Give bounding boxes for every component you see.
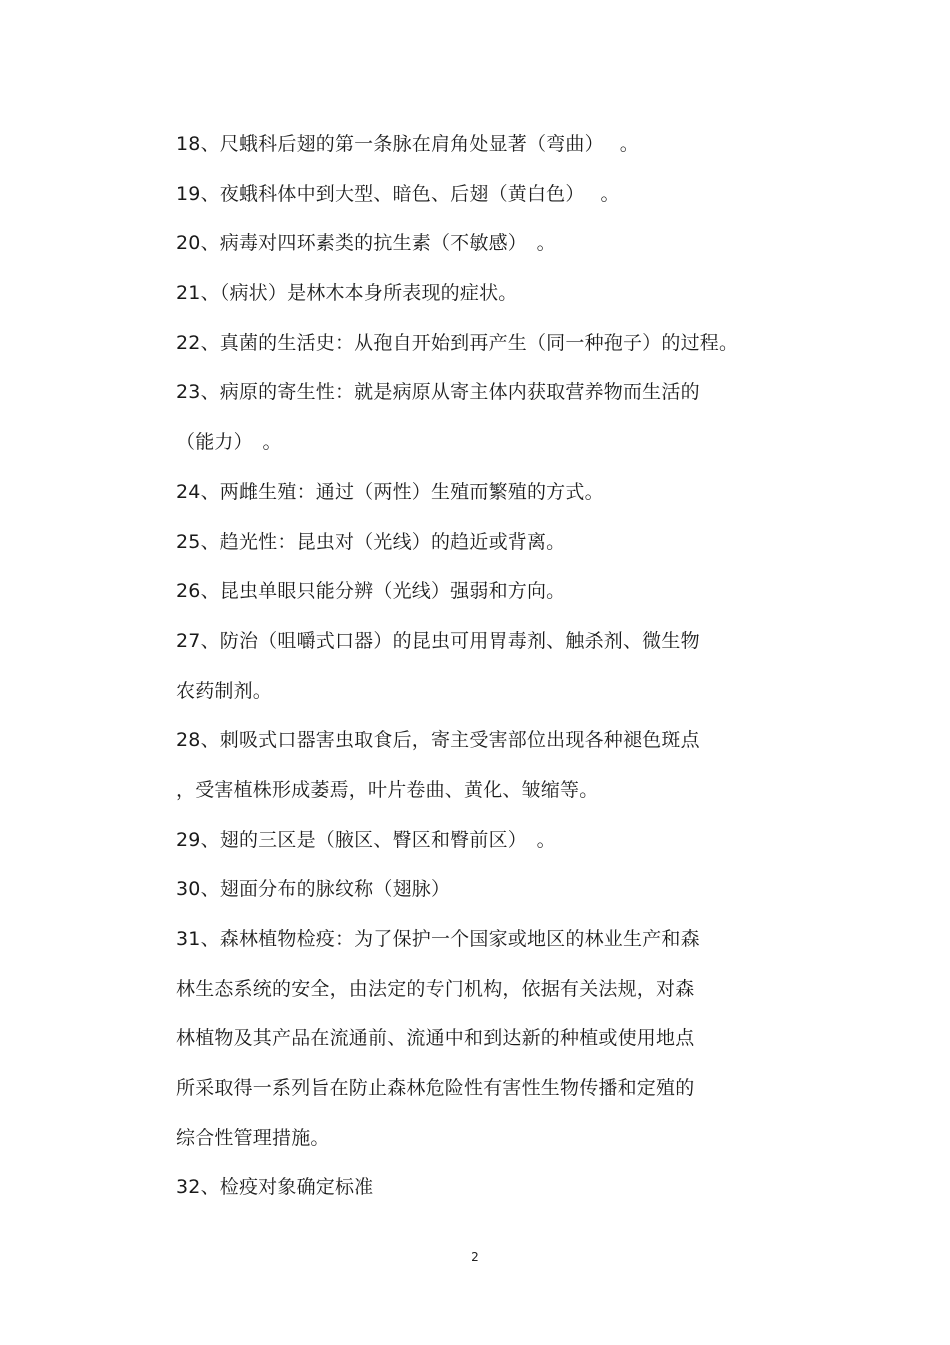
text-line: 25、趋光性：昆虫对（光线）的趋近或背离。 xyxy=(176,530,566,553)
text-line: 26、昆虫单眼只能分辨（光线）强弱和方向。 xyxy=(176,580,566,603)
text-line: 农药制剂。 xyxy=(176,679,273,702)
text-line: 18、尺蛾科后翅的第一条脉在肩角处显著（弯曲） 。 xyxy=(176,133,639,155)
text-body xyxy=(176,126,796,1219)
text-line: 综合性管理措施。 xyxy=(176,1126,330,1149)
text-line: 19、夜蛾科体中到大型、暗色、后翅（黄白色） 。 xyxy=(176,182,620,205)
text-line: 21、（病状）是林木本身所表现的症状。 xyxy=(176,282,518,305)
text-line: 林植物及其产品在流通前、流通中和到达新的种植或使用地点 xyxy=(176,1027,695,1050)
text-line: ，受害植株形成萎焉，叶片卷曲、黄化、皱缩等。 xyxy=(176,778,599,801)
text-line: 23、病原的寄生性：就是病原从寄主体内获取营养物而生活的 xyxy=(176,381,700,404)
text-line: 32、检疫对象确定标准 xyxy=(176,1176,374,1199)
text-line: 林生态系统的安全，由法定的专门机构，依据有关法规，对森 xyxy=(176,977,695,1000)
text-line: （能力） 。 xyxy=(176,431,282,454)
text-line: 31、森林植物检疫：为了保护一个国家或地区的林业生产和森 xyxy=(176,928,700,950)
text-line: 24、两雌生殖：通过（两性）生殖而繁殖的方式。 xyxy=(176,480,604,503)
text-line: 29、翅的三区是（腋区、臀区和臀前区） 。 xyxy=(176,828,556,851)
text-line: 20、病毒对四环素类的抗生素（不敏感） 。 xyxy=(176,232,556,255)
text-line: 22、真菌的生活史：从孢自开始到再产生（同一种孢子）的过程。 xyxy=(176,331,739,354)
text-line: 30、翅面分布的脉纹称（翅脉） xyxy=(176,878,451,901)
text-line: 所采取得一系列旨在防止森林危险性有害性生物传播和定殖的 xyxy=(176,1077,695,1100)
page-number: 2 xyxy=(471,1250,479,1264)
text-line: 28、刺吸式口器害虫取食后，寄主受害部位出现各种褪色斑点 xyxy=(176,729,700,752)
text-line: 27、防治（咀嚼式口器）的昆虫可用胃毒剂、触杀剂、微生物 xyxy=(176,629,700,652)
